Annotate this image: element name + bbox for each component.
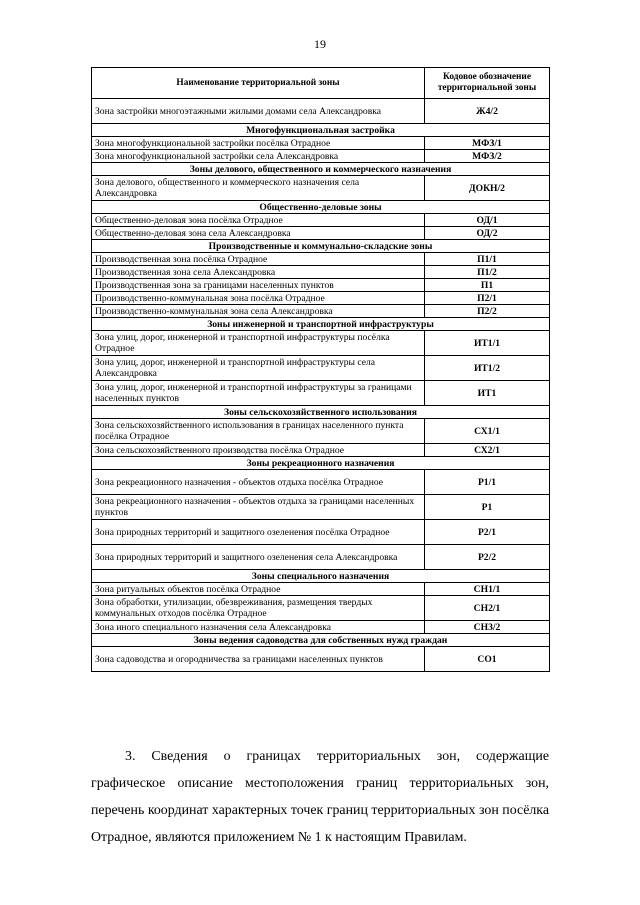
zone-name-cell: Производственная зона посёлка Отрадное — [92, 253, 425, 266]
table-row — [92, 596, 550, 621]
section-title: Зоны рекреационного назначения — [92, 457, 550, 470]
zone-code-cell: ОД/2 — [425, 227, 550, 240]
zone-code-cell: СН3/2 — [425, 621, 550, 634]
section-header-row — [92, 406, 550, 419]
zone-code-cell: Р2/2 — [425, 545, 550, 570]
table-row — [92, 495, 550, 520]
header-zone-name: Наименование территориальной зоны — [92, 68, 425, 99]
section-title: Многофункциональная застройка — [92, 124, 550, 137]
zone-code-cell: П2/1 — [425, 292, 550, 305]
zone-code-cell: Р1 — [425, 495, 550, 520]
section-header-row — [92, 240, 550, 253]
section-title: Производственные и коммунально-складские зоны — [92, 240, 550, 253]
table-row — [92, 545, 550, 570]
zone-code-cell: СО1 — [425, 647, 550, 672]
section-title: Зоны делового, общественного и коммерческого назначения — [92, 163, 550, 176]
table-row — [92, 305, 550, 318]
table-row — [92, 279, 550, 292]
zone-name-cell: Зона рекреационного назначения - объектов отдыха посёлка Отрадное — [92, 470, 425, 495]
zone-name-cell: Зона улиц, дорог, инженерной и транспортной инфраструктуры села Александровка — [92, 356, 425, 381]
table-row — [92, 253, 550, 266]
section-title: Общественно-деловые зоны — [92, 201, 550, 214]
table-row — [92, 176, 550, 201]
zone-name-cell: Зона улиц, дорог, инженерной и транспортной инфраструктуры посёлка Отрадное — [92, 331, 425, 356]
zone-code-cell: МФЗ/1 — [425, 137, 550, 150]
zone-name-cell: Зона обработки, утилизации, обезвреживания, размещения твердых коммунальных отходов посёлка Отрадное — [92, 596, 425, 621]
table-row — [92, 621, 550, 634]
zone-code-cell: Р2/1 — [425, 520, 550, 545]
section-title: Зоны специального назначения — [92, 570, 550, 583]
table-row — [92, 470, 550, 495]
header-zone-code: Кодовое обозначение территориальной зоны — [425, 68, 550, 99]
table-row — [92, 520, 550, 545]
section-header-row — [92, 457, 550, 470]
zone-name-cell: Зона застройки многоэтажными жилыми домами села Александровка — [92, 99, 425, 124]
section-header-row — [92, 201, 550, 214]
table-row — [92, 227, 550, 240]
section-title: Зоны инженерной и транспортной инфраструктуры — [92, 318, 550, 331]
zone-name-cell: Зона сельскохозяйственного использования в границах населенного пункта посёлка Отрадное — [92, 419, 425, 444]
zone-name-cell: Зона многофункциональной застройки посёлка Отрадное — [92, 137, 425, 150]
zone-name-cell: Общественно-деловая зона села Александровка — [92, 227, 425, 240]
page-number: 19 — [314, 37, 326, 51]
zone-code-cell: СН1/1 — [425, 583, 550, 596]
zone-name-cell: Производственная зона села Александровка — [92, 266, 425, 279]
zone-code-cell: П1/2 — [425, 266, 550, 279]
territorial-zones-table — [91, 67, 550, 672]
zone-code-cell: П2/2 — [425, 305, 550, 318]
table-row — [92, 381, 550, 406]
zone-name-cell: Зона природных территорий и защитного озеленения посёлка Отрадное — [92, 520, 425, 545]
table-row — [92, 444, 550, 457]
table-row — [92, 356, 550, 381]
zone-name-cell: Зона многофункциональной застройки села Александровка — [92, 150, 425, 163]
table-row — [92, 292, 550, 305]
zone-name-cell: Зона рекреационного назначения - объектов отдыха за границами населенных пунктов — [92, 495, 425, 520]
zone-code-cell: ИТ1 — [425, 381, 550, 406]
section-title: Зоны сельскохозяйственного использования — [92, 406, 550, 419]
table-row — [92, 150, 550, 163]
table-row — [92, 137, 550, 150]
zone-code-cell: ДОКН/2 — [425, 176, 550, 201]
zone-name-cell: Производственная зона за границами населенных пунктов — [92, 279, 425, 292]
table-row — [92, 583, 550, 596]
zone-name-cell: Зона улиц, дорог, инженерной и транспортной инфраструктуры за границами населенных пунктов — [92, 381, 425, 406]
zone-name-cell: Производственно-коммунальная зона посёлка Отрадное — [92, 292, 425, 305]
body-paragraph: 3. Сведения о границах территориальных зон, содержащие графическое описание местоположения границ территориальных зон, перечень координат характерных точек границ территориальных зон посёлка Отрадное, являются приложением № 1 к настоящим Правилам. — [91, 749, 549, 845]
section-header-row — [92, 124, 550, 137]
zone-code-cell: П1/1 — [425, 253, 550, 266]
zone-name-cell: Зона сельскохозяйственного производства посёлка Отрадное — [92, 444, 425, 457]
table-row — [92, 419, 550, 444]
section-header-row — [92, 163, 550, 176]
zone-name-cell: Зона иного специального назначения села Александровка — [92, 621, 425, 634]
table-row — [92, 214, 550, 227]
zone-name-cell: Общественно-деловая зона посёлка Отрадное — [92, 214, 425, 227]
zone-code-cell: П1 — [425, 279, 550, 292]
zone-code-cell: СН2/1 — [425, 596, 550, 621]
section-header-row — [92, 570, 550, 583]
zone-name-cell: Зона садоводства и огородничества за границами населенных пунктов — [92, 647, 425, 672]
zone-name-cell: Зона ритуальных объектов посёлка Отрадное — [92, 583, 425, 596]
table-row — [92, 331, 550, 356]
zone-code-cell: Ж4/2 — [425, 99, 550, 124]
zone-name-cell: Зона делового, общественного и коммерческого назначения села Александровка — [92, 176, 425, 201]
zone-code-cell: СХ2/1 — [425, 444, 550, 457]
table-row — [92, 266, 550, 279]
zone-code-cell: ОД/1 — [425, 214, 550, 227]
section-title: Зоны ведения садоводства для собственных нужд граждан — [92, 634, 550, 647]
section-header-row — [92, 318, 550, 331]
table-row — [92, 99, 550, 124]
table-header-row — [92, 68, 550, 99]
zone-name-cell: Производственно-коммунальная зона села Александровка — [92, 305, 425, 318]
table-row — [92, 647, 550, 672]
zone-code-cell: ИТ1/2 — [425, 356, 550, 381]
zone-code-cell: Р1/1 — [425, 470, 550, 495]
section-header-row — [92, 634, 550, 647]
zone-name-cell: Зона природных территорий и защитного озеленения села Александровка — [92, 545, 425, 570]
zone-code-cell: МФЗ/2 — [425, 150, 550, 163]
zone-code-cell: СХ1/1 — [425, 419, 550, 444]
zone-code-cell: ИТ1/1 — [425, 331, 550, 356]
